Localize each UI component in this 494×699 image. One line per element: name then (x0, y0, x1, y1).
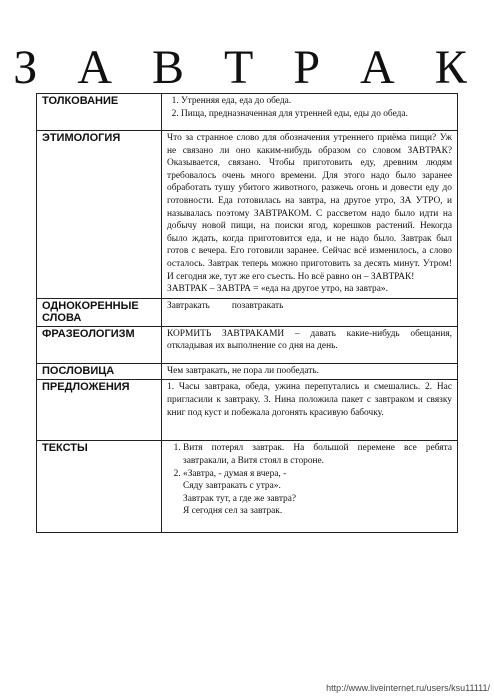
row-label: ПРЕДЛОЖЕНИЯ (37, 380, 162, 441)
row-label: ПОСЛОВИЦА (37, 363, 162, 380)
row-label: ОДНОКОРЕННЫЕ СЛОВА (37, 298, 162, 326)
definition-list (167, 95, 452, 120)
row-content (162, 94, 458, 131)
poem-line: Завтрак тут, а где же завтра? (183, 493, 297, 504)
row-label: ТОЛКОВАНИЕ (37, 94, 162, 131)
source-url: http://www.liveinternet.ru/users/ksu11111/ (326, 683, 490, 693)
row-content: 1. Часы завтрака, обеда, ужина перепутались и смешались. 2. Нас пригласили к завтраку. 3. Нина положила пакет с завтраком и связку книг под куст и побежала догонять красивую бабочку. (162, 380, 458, 441)
row-label: ТЕКСТЫ (37, 441, 162, 533)
row-predlozheniya (37, 380, 458, 441)
row-frazeologizm (37, 326, 458, 363)
row-content (162, 131, 458, 299)
row-teksty (37, 441, 458, 533)
list-item (183, 468, 452, 518)
row-odnokorennye (37, 298, 458, 326)
row-content (162, 298, 458, 326)
poem-line: Я сегодня сел за завтрак. (183, 506, 283, 517)
etymology-text: Что за странное слово для обозначения утреннего приёма пищи? Уж не связано ли оно каким-нибудь образом со словом ЗАВТРАК? Оказывается, связано. Чтобы приготовить еду, древним людям требовалось очень много времени. Для этого надо было заранее обработать тушу убитого животного, разжечь огонь и довести еду до готовности. Еда готовилась на завтра, на другое утро, ЗА УТРО, и называлась поэтому ЗАВТРАКОМ. С рассветом надо было идти на добычу новой пищи, на поиски ягод, корешков растений. Некогда было ждать, когда приготовится еда, и не надо было. Завтрак был готов с вечера. Его готовили заранее. Сейчас всё изменилось, а слово осталось. Завтрак теперь можно приготовить за десять минут. Утром! И сегодня же, тут же его съесть. Но всё равно он – ЗАВТРАК! (167, 133, 452, 282)
row-content: Чем завтракать, не пора ли пообедать. (162, 363, 458, 380)
row-tolkovanie (37, 94, 458, 131)
texts-list (167, 442, 452, 518)
list-item: 1. Витя потерял завтрак. На большой перемене все ребята завтракали, а Витя стоял в стороне. (183, 442, 452, 467)
list-item: 1. Утренняя еда, еда до обеда. (181, 95, 452, 108)
row-content: КОРМИТЬ ЗАВТРАКАМИ – давать какие-нибудь обещания, откладывая их выполнение со дня на день. (162, 326, 458, 363)
root-word: Завтракать (167, 300, 210, 311)
page-title: З А В Т Р А К (13, 41, 481, 94)
row-label: ЭТИМОЛОГИЯ (37, 131, 162, 299)
poem-line: 2. «Завтра, - думая я вчера, - (183, 468, 287, 479)
poem (183, 468, 452, 518)
row-etimologiya (37, 131, 458, 299)
row-label: ФРАЗЕОЛОГИЗМ (37, 326, 162, 363)
list-item: 2. Пища, предназначенная для утренней еды, еды до обеда. (181, 108, 452, 121)
word-table (36, 93, 458, 533)
row-content (162, 441, 458, 533)
root-word: позавтракать (231, 300, 284, 311)
poem-line: Сяду завтракать с утра». (183, 481, 281, 492)
etymology-summary: ЗАВТРАК – ЗАВТРА = «еда на другое утро, на завтра». (167, 284, 388, 295)
row-poslovitsa (37, 363, 458, 380)
